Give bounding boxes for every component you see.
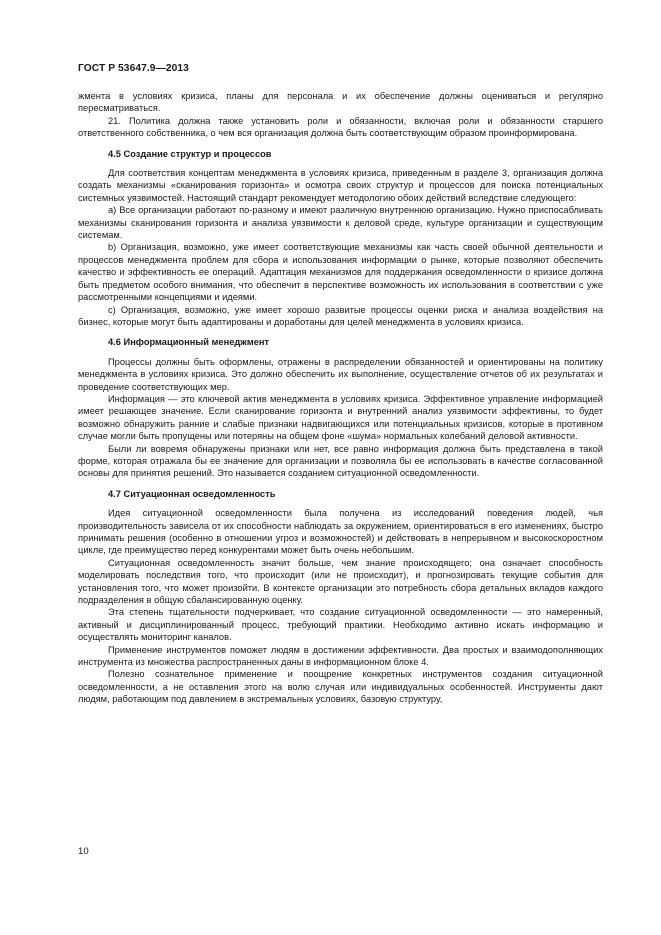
paragraph: Полезно сознательное применение и поощрение конкретных инструментов создания ситуационной осведомленности, а не оставления этого на волю случая или индивидуальных особенностей. Инструменты дают людям, работающим под давлением в экстремальных условиях, базовую структуру, xyxy=(78,669,603,705)
paragraph: Для соответствия концептам менеджмента в условиях кризиса, приведенным в разделе 3, организация должна создать механизмы «сканирования горизонта» и осмотра своих структур и процессов для поиска потенциальных системных уязвимостей. Настоящий стандарт рекомендует методологию обоих действий вследствие следующего: xyxy=(78,168,603,203)
paragraph: 21. Политика должна также установить роли и обязанности, включая роли и обязанности старшего ответственного собственника, о чем вся организация должна быть соответствующим образом проинформирована. xyxy=(78,115,603,139)
paragraph: с) Организация, возможно, уже имеет хорошо развитые процессы оценки риска и анализа воздействия на бизнес, которые могут быть адаптированы и доработаны для целей менеджмента в условиях кризиса. xyxy=(78,304,603,327)
document-body xyxy=(78,90,603,706)
paragraph: жмента в условиях кризиса, планы для персонала и их обеспечение должны оцениваться и регулярно пересматриваться. xyxy=(78,91,603,114)
page-number: 10 xyxy=(78,846,89,857)
section-heading: 4.5 Создание структур и процессов xyxy=(108,148,272,159)
paragraph: Применение инструментов поможет людям в достижении эффективности. Два простых и взаимодополняющих инструмента из множества распространенных даны в информационном блоке 4. xyxy=(78,644,603,668)
section-heading: 4.6 Информационный менеджмент xyxy=(108,337,270,348)
paragraph: Идея ситуационной осведомленности была получена из исследований поведения людей, чья производительность зависела от их способности наблюдать за окружением, ориентироваться в его изменениях, быстро принимать решения (особенно в отношении угроз и возможностей) и действовать в непрерывном и высокоскоростном цикле, где преимущество перед конкурентами может быть очень небольшим. xyxy=(78,508,603,556)
paragraph: Были ли вовремя обнаружены признаки или нет, все равно информация должна быть представлена в такой форме, которая отражала бы ее значение для организации и позволяла бы ее использовать в качестве согласованной основы для принятия решений. Это называется созданием ситуационной осведомленности. xyxy=(78,443,603,479)
paragraph: Процессы должны быть оформлены, отражены в распределении обязанностей и ориентированы на политику менеджмента в условиях кризиса. Это должно обеспечить их выполнение, осуществление отчетов об их результатах и проведение соответствующих мер. xyxy=(78,356,603,392)
paragraph: Эта степень тщательности подчеркивает, что создание ситуационной осведомленности — это намеренный, активный и дисциплинированный процесс, требующий практики. Необходимо активно искать информацию и осуществлять мониторинг каналов. xyxy=(78,607,603,643)
section-heading: 4.7 Ситуационная осведомленность xyxy=(108,488,276,499)
paragraph: а) Все организации работают по-разному и имеют различную внутреннюю организацию. Нужно приспосабливать механизмы сканирования горизонта и анализа уязвимости к деловой среде, культуре организации и существующим системам. xyxy=(78,205,603,241)
paragraph: Ситуационная осведомленность значит больше, чем знание происходящего; она означает способность моделировать последствия того, что происходит (или не происходит), и прогнозировать текущие события для установления того, что может произойти. В контексте организации это потребность сбора детальных вкладов каждого подразделения в общую сбалансированную оценку. xyxy=(78,557,603,606)
paragraph: Информация — это ключевой актив менеджмента в условиях кризиса. Эффективное управление информацией имеет решающее значение. Если сканирование горизонта и внутренний анализ уязвимости эффективны, то будет возможно обнаружить ранние и слабые признаки надвигающихся или потенциальных кризисов, которые в противном случае могли быть пропущены или потеряны на общем фоне «шума» нормальных колебаний деловой активности. xyxy=(78,393,603,442)
document-header: ГОСТ Р 53647.9—2013 xyxy=(78,63,189,74)
paragraph: b) Организация, возможно, уже имеет соответствующие механизмы как часть своей обычной деятельности и процессов менеджмента проблем для сбора и использования информации о рынке, которые позволяют обеспечить качество и эффективность ее операций. Адаптация механизмов для поддержания осведомленности о кризисе должна быть предметом особого внимания, что обеспечит в перспективе возможность их использования в соответствии с уже рассмотренными концепциями и идеями. xyxy=(78,242,603,303)
